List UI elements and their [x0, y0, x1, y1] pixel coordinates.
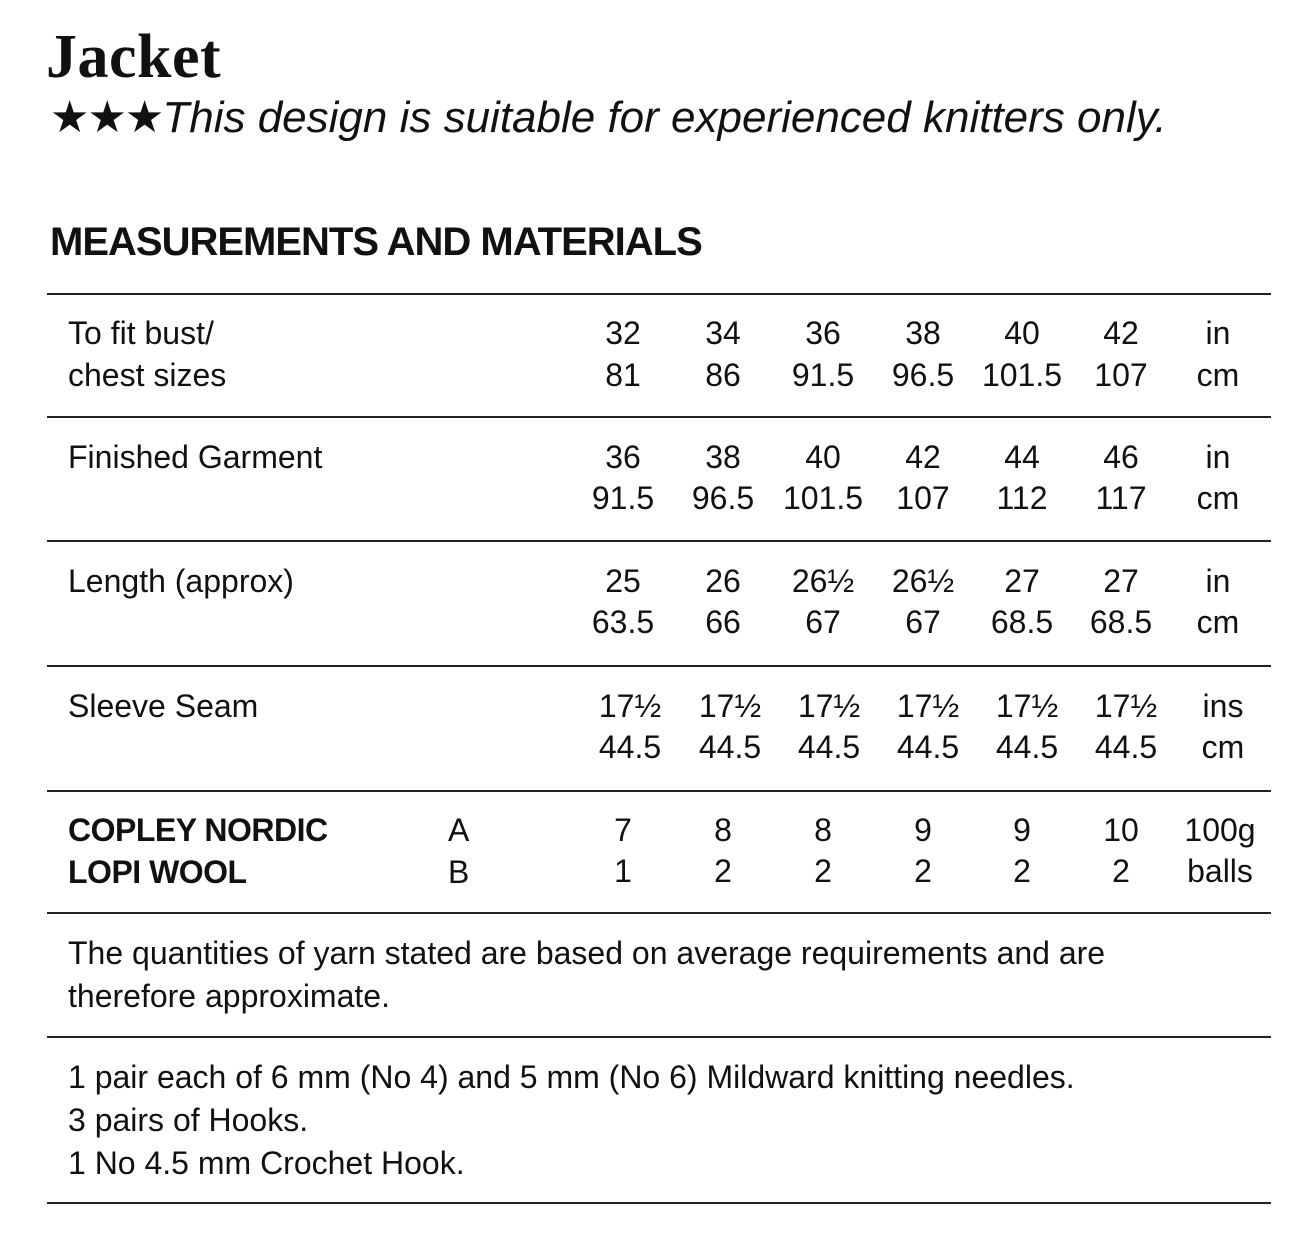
- size-value: 17½: [797, 688, 861, 724]
- yarn-quantity: 8: [814, 812, 832, 848]
- star-rating-icon: ★★★: [50, 93, 163, 142]
- yarn-quantity: 9: [914, 812, 932, 848]
- size-value: 44: [1004, 439, 1040, 475]
- row-label-sleeve-seam: Sleeve Seam: [68, 688, 259, 724]
- size-value: 44.5: [995, 729, 1059, 765]
- size-value: 42: [905, 439, 941, 475]
- size-value: 44.5: [1094, 729, 1158, 765]
- divider: [47, 912, 1271, 914]
- unit-label: in: [1205, 315, 1231, 351]
- size-value: 44.5: [797, 729, 861, 765]
- yarn-quantity: 10: [1103, 812, 1139, 848]
- yarn-quantity-note: The quantities of yarn stated are based on average requirements and are therefore approximate.: [68, 935, 1106, 1014]
- size-value: 34: [705, 315, 741, 351]
- size-value: 91.5: [591, 480, 655, 516]
- size-value: 67: [805, 604, 841, 640]
- size-value: 40: [1004, 315, 1040, 351]
- size-value: 86: [705, 357, 741, 393]
- yarn-quantity: 2: [814, 853, 832, 889]
- size-value: 46: [1103, 439, 1139, 475]
- yarn-quantity: 8: [714, 812, 732, 848]
- yarn-quantity: 1: [614, 853, 632, 889]
- size-value: 44.5: [896, 729, 960, 765]
- yarn-quantity: 2: [1112, 853, 1130, 889]
- size-value: 17½: [1094, 688, 1158, 724]
- size-value: 96.5: [891, 357, 955, 393]
- size-value: 26½: [791, 563, 855, 599]
- yarn-colour-letters: A B: [448, 812, 470, 890]
- size-value: 96.5: [691, 480, 755, 516]
- unit-label: cm: [1201, 729, 1245, 765]
- size-value: 91.5: [791, 357, 855, 393]
- unit-label: balls: [1187, 853, 1253, 889]
- size-value: 107: [1094, 357, 1148, 393]
- divider: [47, 416, 1271, 418]
- size-value: 27: [1103, 563, 1139, 599]
- size-value: 42: [1103, 315, 1139, 351]
- size-value: 26: [705, 563, 741, 599]
- size-value: 40: [805, 439, 841, 475]
- yarn-quantity: 2: [914, 853, 932, 889]
- list-item: 3 pairs of Hooks.: [68, 1102, 309, 1138]
- size-value: 66: [705, 604, 741, 640]
- yarn-quantity: 2: [714, 853, 732, 889]
- size-value: 44.5: [698, 729, 762, 765]
- divider: [47, 1202, 1271, 1204]
- yarn-quantity: 7: [614, 812, 632, 848]
- size-value: 38: [905, 315, 941, 351]
- size-value: 112: [996, 480, 1048, 516]
- size-value: 63.5: [591, 604, 655, 640]
- unit-label: cm: [1196, 604, 1240, 640]
- size-value: 17½: [698, 688, 762, 724]
- size-value: 81: [605, 357, 641, 393]
- divider: [47, 790, 1271, 792]
- size-value: 36: [805, 315, 841, 351]
- skill-level-note: [50, 92, 1260, 144]
- page-title: Jacket: [46, 23, 222, 91]
- unit-label: in: [1205, 439, 1231, 475]
- row-label-bust: To fit bust/ chest sizes: [68, 315, 227, 393]
- yarn-quantity: 2: [1013, 853, 1031, 889]
- unit-label: cm: [1196, 357, 1240, 393]
- materials-list: [68, 1056, 1258, 1185]
- section-heading: MEASUREMENTS AND MATERIALS: [50, 220, 702, 264]
- size-value: 68.5: [1089, 604, 1153, 640]
- unit-label: in: [1205, 563, 1231, 599]
- divider: [47, 293, 1271, 295]
- size-value: 44.5: [598, 729, 662, 765]
- divider: [47, 665, 1271, 667]
- divider: [47, 540, 1271, 542]
- unit-label: 100g: [1184, 812, 1256, 848]
- row-label-yarn: COPLEY NORDIC LOPI WOOL: [68, 812, 328, 890]
- size-value: 101.5: [782, 480, 864, 516]
- divider: [47, 1036, 1271, 1038]
- size-value: 101.5: [981, 357, 1063, 393]
- unit-label: ins: [1202, 688, 1244, 724]
- size-value: 17½: [995, 688, 1059, 724]
- yarn-quantity: 9: [1013, 812, 1031, 848]
- row-label-finished-garment: Finished Garment: [68, 439, 323, 475]
- list-item: 1 pair each of 6 mm (No 4) and 5 mm (No 6) Mildward knitting needles.: [68, 1059, 1075, 1095]
- size-value: 27: [1004, 563, 1040, 599]
- size-value: 68.5: [990, 604, 1054, 640]
- list-item: 1 No 4.5 mm Crochet Hook.: [68, 1145, 465, 1181]
- size-value: 107: [896, 480, 950, 516]
- skill-level-text: This design is suitable for experienced knitters only.: [162, 93, 1167, 142]
- size-value: 32: [605, 315, 641, 351]
- size-value: 38: [705, 439, 741, 475]
- unit-label: cm: [1196, 480, 1240, 516]
- size-value: 17½: [896, 688, 960, 724]
- size-value: 67: [905, 604, 941, 640]
- size-value: 25: [605, 563, 641, 599]
- row-label-length: Length (approx): [68, 563, 294, 599]
- size-value: 26½: [891, 563, 955, 599]
- size-value: 36: [605, 439, 641, 475]
- size-value: 17½: [598, 688, 662, 724]
- size-value: 117: [1095, 480, 1147, 516]
